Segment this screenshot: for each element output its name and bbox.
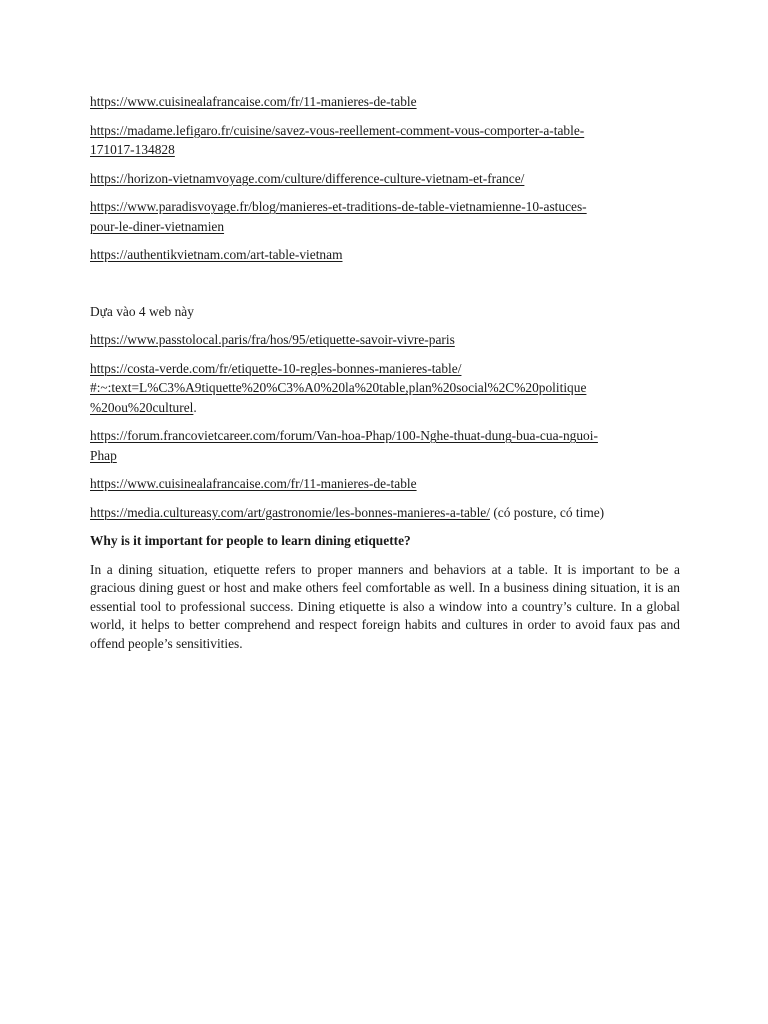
hyperlink-text-line: https://www.cuisinealafrancaise.com/fr/11-manieres-de-table	[90, 476, 417, 491]
hyperlink-text-line: https://madame.lefigaro.fr/cuisine/savez-vous-reellement-comment-vous-comporter-a-table-	[90, 122, 585, 138]
hyperlink-text-line: Phap	[90, 447, 117, 463]
hyperlink[interactable]	[90, 426, 680, 463]
hyperlink[interactable]	[90, 94, 417, 109]
hyperlink[interactable]	[90, 197, 680, 234]
hyperlink[interactable]	[90, 359, 680, 415]
document-page	[90, 92, 680, 653]
hyperlink-text-line: #:~:text=L%C3%A9tiquette%20%C3%A0%20la%20table,plan%20social%2C%20politique	[90, 380, 587, 395]
spacer	[90, 274, 680, 302]
hyperlink[interactable]	[90, 247, 343, 262]
link-note: .	[193, 399, 197, 415]
link-item	[90, 245, 680, 265]
hyperlink[interactable]	[90, 505, 490, 520]
hyperlink-text-line: https://www.paradisvoyage.fr/blog/manieres-et-traditions-de-table-vietnamienne-10-astuces-	[90, 199, 587, 214]
intro-text: Dựa vào 4 web này	[90, 303, 194, 319]
hyperlink[interactable]	[90, 121, 680, 158]
hyperlink[interactable]	[90, 476, 417, 491]
hyperlink-text-line: https://authentikvietnam.com/art-table-vietnam	[90, 247, 343, 262]
hyperlink-text-line: https://www.passtolocal.paris/fra/hos/95/etiquette-savoir-vivre-paris	[90, 332, 455, 347]
link-item	[90, 359, 680, 418]
hyperlink-text-line: https://costa-verde.com/fr/etiquette-10-regles-bonnes-manieres-table/	[90, 360, 462, 376]
link-item	[90, 197, 680, 236]
reference-links-top	[90, 92, 680, 265]
link-note: (có posture, có time)	[489, 504, 605, 520]
link-item	[90, 169, 680, 189]
hyperlink-text-line: pour-le-diner-vietnamien	[90, 218, 225, 234]
hyperlink[interactable]	[90, 332, 455, 347]
link-item	[90, 92, 680, 112]
hyperlink-text-line: https://horizon-vietnamvoyage.com/culture/difference-culture-vietnam-et-france/	[90, 170, 525, 186]
link-item	[90, 426, 680, 465]
link-item	[90, 121, 680, 160]
link-item	[90, 330, 680, 350]
question-heading: Why is it important for people to learn dining etiquette?	[90, 533, 411, 548]
answer-paragraph: In a dining situation, etiquette refers to proper manners and behaviors at a table. It is important to be a gracious dining guest or host and make others feel comfortable as well. In a business dining situation, it is an essential tool to professional success. Dining etiquette is also a window into a country’s culture. In a global world, it helps to better comprehend and respect foreign habits and cultures in order to avoid faux pas and offend people’s sensitivities.	[90, 561, 680, 651]
reference-links-bottom	[90, 330, 680, 522]
hyperlink-text-line: 171017-134828	[90, 142, 175, 157]
hyperlink-text-line: %20ou%20culturel	[90, 399, 194, 415]
hyperlink-text-line: https://forum.francovietcareer.com/forum/Van-hoa-Phap/100-Nghe-thuat-dung-bua-cua-nguoi-	[90, 428, 598, 443]
link-item	[90, 474, 680, 494]
hyperlink-text-line: https://media.cultureasy.com/art/gastronomie/les-bonnes-manieres-a-table/	[90, 504, 490, 520]
link-item	[90, 503, 680, 523]
hyperlink-text-line: https://www.cuisinealafrancaise.com/fr/11-manieres-de-table	[90, 94, 417, 109]
hyperlink[interactable]	[90, 171, 524, 186]
